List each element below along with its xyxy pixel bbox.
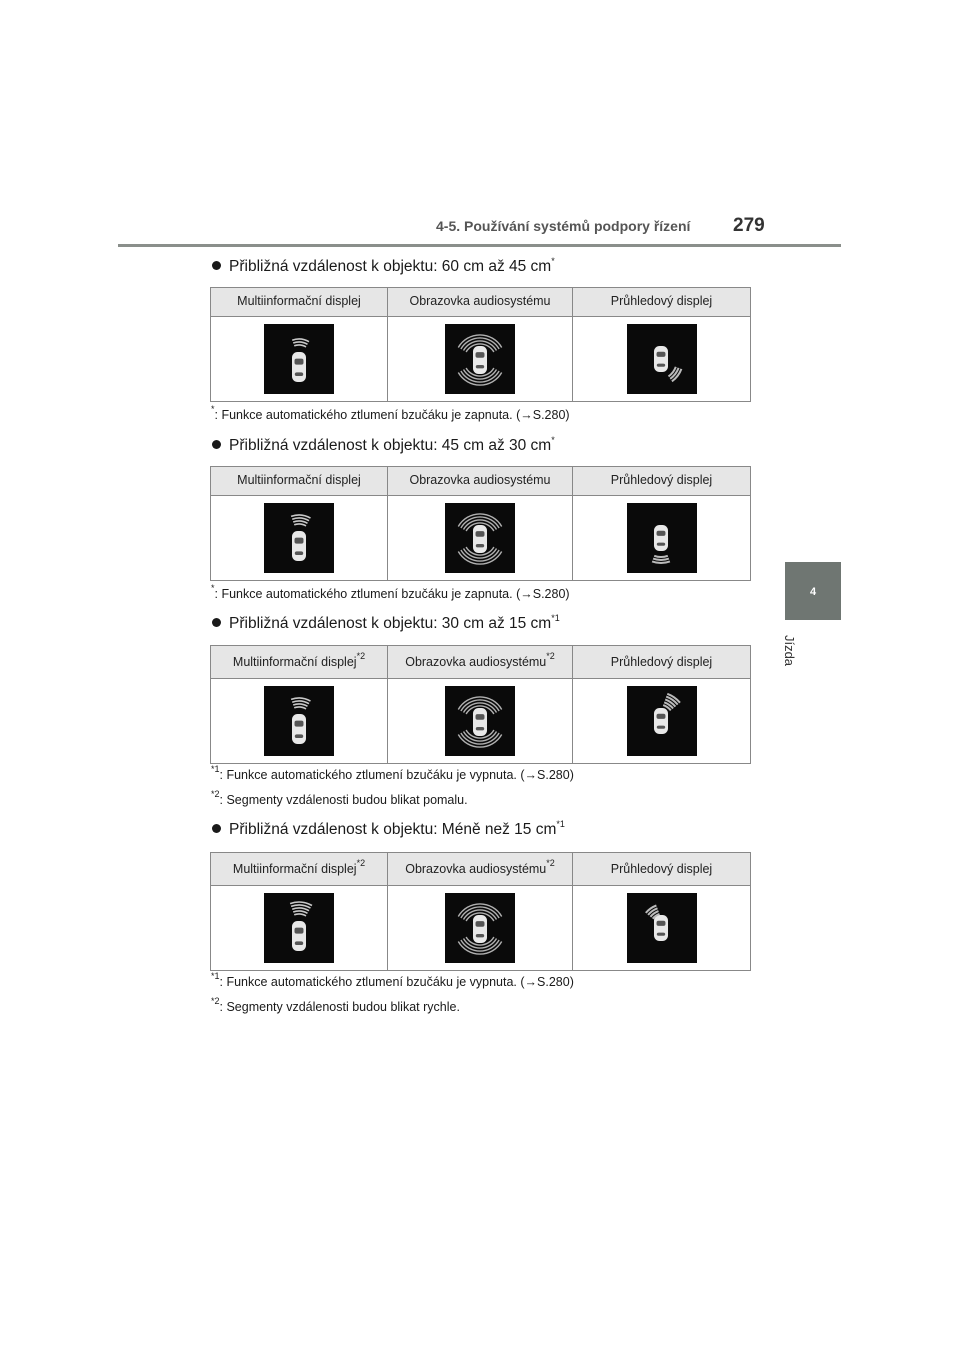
chapter-label-text: Jízda <box>782 634 798 667</box>
header-title: 4-5. Používání systémů podpory řízení <box>436 218 691 234</box>
display-table <box>210 645 751 764</box>
display-pictogram <box>627 893 697 963</box>
display-pictogram <box>264 893 334 963</box>
footnote: *: Funkce automatického ztlumení bzučáku je zapnuta. (→S.280) <box>211 583 570 601</box>
footnote: $^{*1}$: Funkce automatického ztlumení bzučáku je vypnuta. (→S.280) <box>211 971 574 989</box>
multiinfo-display-image <box>264 686 334 756</box>
multiinfo-display-image <box>264 324 334 394</box>
footnote: $^{*1}$: Funkce automatického ztlumení bzučáku je vypnuta. (→S.280) <box>211 764 574 782</box>
display-pictogram <box>445 686 515 756</box>
bullet-dot-icon <box>212 618 221 627</box>
table-image-row <box>211 496 750 580</box>
table-header-row <box>211 467 750 496</box>
bullet-dot-icon <box>212 261 221 270</box>
header-cell-multiinfo: Multiinformační displej$^{*2}$ <box>211 646 388 678</box>
multiinfo-display-image <box>264 503 334 573</box>
header-cell-multiinfo: Multiinformační displej$^{*2}$ <box>211 853 388 885</box>
table-image-row <box>211 679 750 763</box>
footnote: $^{*2}$: Segmenty vzdálenosti budou blikat rychle. <box>211 996 460 1014</box>
display-table <box>210 287 751 402</box>
display-pictogram <box>627 324 697 394</box>
display-pictogram <box>445 324 515 394</box>
display-pictogram <box>445 503 515 573</box>
hud-display-image <box>627 324 697 394</box>
audio-screen-image <box>445 324 515 394</box>
header-cell-audio: Obrazovka audiosystému$^{*2}$ <box>388 853 573 885</box>
bullet-footnote-mark: * <box>551 435 555 445</box>
audio-screen-image <box>445 686 515 756</box>
table-image-row <box>211 886 750 970</box>
bullet-heading <box>212 258 555 276</box>
display-pictogram <box>264 686 334 756</box>
header-cell-audio: Obrazovka audiosystému$^{*2}$ <box>388 646 573 678</box>
bullet-heading <box>212 615 560 633</box>
bullet-footnote-mark: *1 <box>556 819 565 829</box>
table-header-row <box>211 853 750 886</box>
multiinfo-display-image <box>264 893 334 963</box>
chapter-label <box>782 633 812 673</box>
hud-display-image <box>627 686 697 756</box>
bullet-footnote-mark: * <box>551 256 555 266</box>
hud-display-image <box>627 893 697 963</box>
table-header-row <box>211 646 750 679</box>
header-cell-audio: Obrazovka audiosystému <box>388 467 573 495</box>
chapter-tab-number: 4 <box>809 586 817 598</box>
display-pictogram <box>264 503 334 573</box>
display-table <box>210 852 751 971</box>
bullet-text: Přibližná vzdálenost k objektu: 45 cm až 30 cm <box>229 437 552 454</box>
bullet-dot-icon <box>212 440 221 449</box>
display-pictogram <box>627 503 697 573</box>
hud-display-image <box>627 503 697 573</box>
header-cell-hud: Průhledový displej <box>610 862 713 876</box>
chapter-tab <box>785 562 841 620</box>
display-pictogram <box>264 324 334 394</box>
bullet-text: Přibližná vzdálenost k objektu: 30 cm až 15 cm <box>229 615 552 632</box>
header-cell-hud: Průhledový displej <box>610 473 713 487</box>
bullet-text: Přibližná vzdálenost k objektu: Méně než 15 cm <box>229 821 557 838</box>
header-rule <box>118 244 841 247</box>
bullet-footnote-mark: *1 <box>551 613 560 623</box>
page-number: 279 <box>733 215 765 236</box>
header-cell-multiinfo: Multiinformační displej <box>211 288 388 316</box>
bullet-dot-icon <box>212 824 221 833</box>
header-cell-multiinfo: Multiinformační displej <box>211 467 388 495</box>
header-cell-hud: Průhledový displej <box>610 294 713 308</box>
bullet-heading <box>212 437 555 455</box>
header-cell-audio: Obrazovka audiosystému <box>388 288 573 316</box>
display-pictogram <box>445 893 515 963</box>
table-header-row <box>211 288 750 317</box>
audio-screen-image <box>445 503 515 573</box>
table-image-row <box>211 317 750 401</box>
display-table <box>210 466 751 581</box>
display-pictogram <box>627 686 697 756</box>
header-cell-hud: Průhledový displej <box>610 655 713 669</box>
bullet-heading <box>212 821 565 839</box>
audio-screen-image <box>445 893 515 963</box>
bullet-text: Přibližná vzdálenost k objektu: 60 cm až 45 cm <box>229 258 552 275</box>
footnote: *: Funkce automatického ztlumení bzučáku je zapnuta. (→S.280) <box>211 404 570 422</box>
footnote: $^{*2}$: Segmenty vzdálenosti budou blikat pomalu. <box>211 789 468 807</box>
